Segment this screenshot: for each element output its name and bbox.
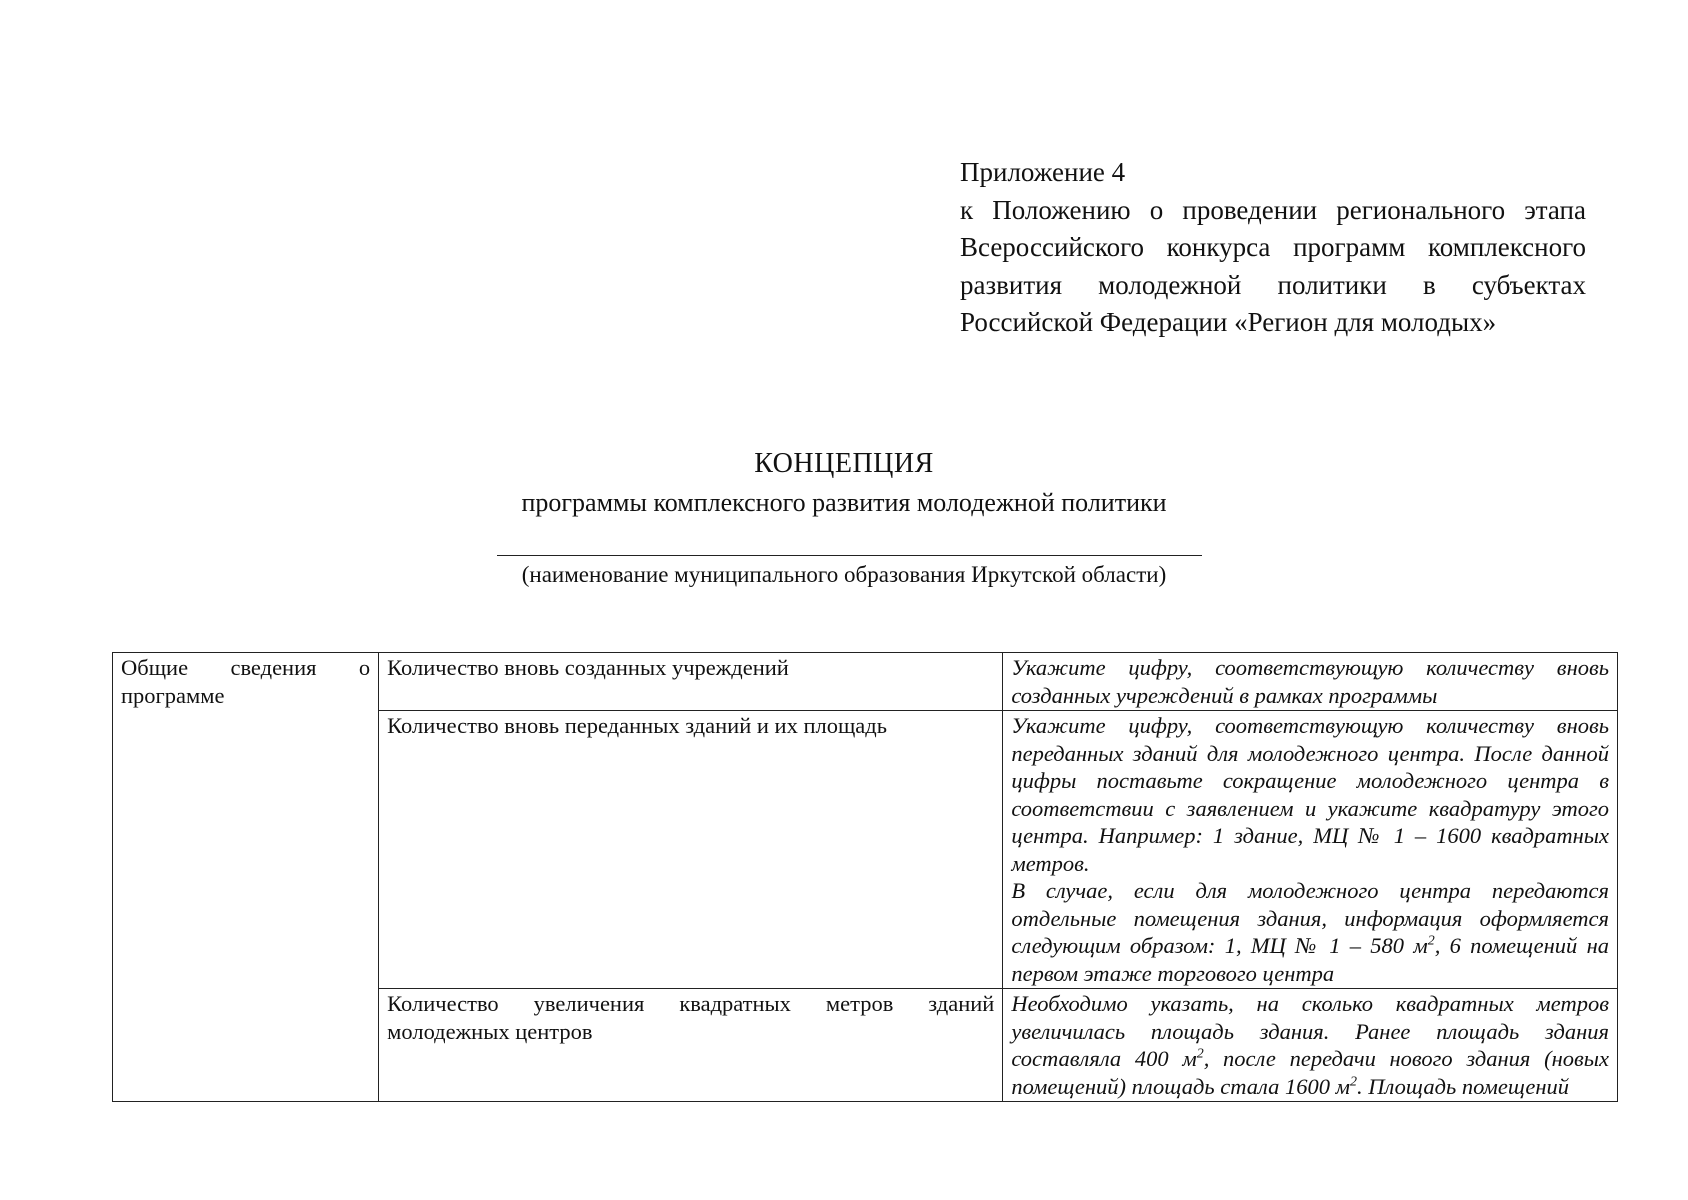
indicator-label: Количество вновь созданных учреждений bbox=[387, 655, 789, 680]
hint-paragraph bbox=[1011, 877, 1609, 987]
hint-cell bbox=[1003, 711, 1618, 989]
indicator-label: Количество вновь переданных зданий и их площадь bbox=[387, 713, 887, 738]
document-title: КОНЦЕПЦИЯ bbox=[754, 448, 934, 479]
appendix-block bbox=[960, 154, 1586, 342]
appendix-line-5: Российской Федерации «Регион для молодых» bbox=[960, 307, 1497, 337]
superscript: 2 bbox=[1196, 1046, 1204, 1062]
superscript: 2 bbox=[1427, 933, 1435, 949]
indicator-label: Количество увеличения квадратных метров зданий молодежных центров bbox=[387, 991, 995, 1044]
appendix-line-3: Всероссийского конкурса программ комплексного bbox=[960, 232, 1586, 262]
document-subtitle: программы комплексного развития молодежной политики bbox=[521, 488, 1167, 517]
hint-text: , 6 помещений на первом этаже торгового центра bbox=[1011, 933, 1609, 986]
hint-text: Необходимо указать, на сколько квадратных метров увеличилась площадь здания. Ранее площадь здания составляла 400 м bbox=[1011, 991, 1609, 1071]
appendix-line-2: к Положению о проведении регионального этапа bbox=[960, 194, 1586, 225]
table-row bbox=[113, 653, 1618, 711]
municipality-name-caption: (наименование муниципального образования Иркутской области) bbox=[521, 562, 1167, 587]
superscript: 2 bbox=[1349, 1074, 1357, 1089]
hint-paragraph: Укажите цифру, соответствующую количеству вновь переданных зданий для молодежного центра. После данной цифры поставьте сокращение молодежного центра в соответствии с заявлением и укажите квадратуру этого центра. Например: 1 здание, МЦ № 1 – 1600 квадратных метров. bbox=[1011, 713, 1609, 876]
hint-text: В случае, если для молодежного центра передаются отдельные помещения здания, информация оформляется следующим образом: 1, МЦ № 1 – 580 м bbox=[1011, 878, 1609, 958]
hint-cell bbox=[1003, 653, 1618, 711]
hint-text: , после передачи нового здания (новых помещений) площадь стала 1600 м bbox=[1011, 1046, 1609, 1099]
hint-cell bbox=[1003, 989, 1618, 1102]
indicator-cell bbox=[379, 989, 1003, 1102]
appendix-line-1: Приложение 4 bbox=[960, 157, 1126, 187]
section-label: Общие сведения о программе bbox=[121, 655, 371, 708]
concept-table bbox=[112, 652, 1618, 1102]
appendix-line-4: развития молодежной политики в субъектах bbox=[960, 269, 1586, 300]
indicator-cell bbox=[379, 653, 1003, 711]
municipality-name-blank bbox=[497, 555, 1202, 556]
hint-text: . Площадь помещений bbox=[1356, 1073, 1570, 1099]
indicator-cell bbox=[379, 711, 1003, 989]
hint-text: Укажите цифру, соответствующую количеству вновь созданных учреждений в рамках программы bbox=[1011, 655, 1609, 708]
section-cell bbox=[113, 653, 379, 1102]
